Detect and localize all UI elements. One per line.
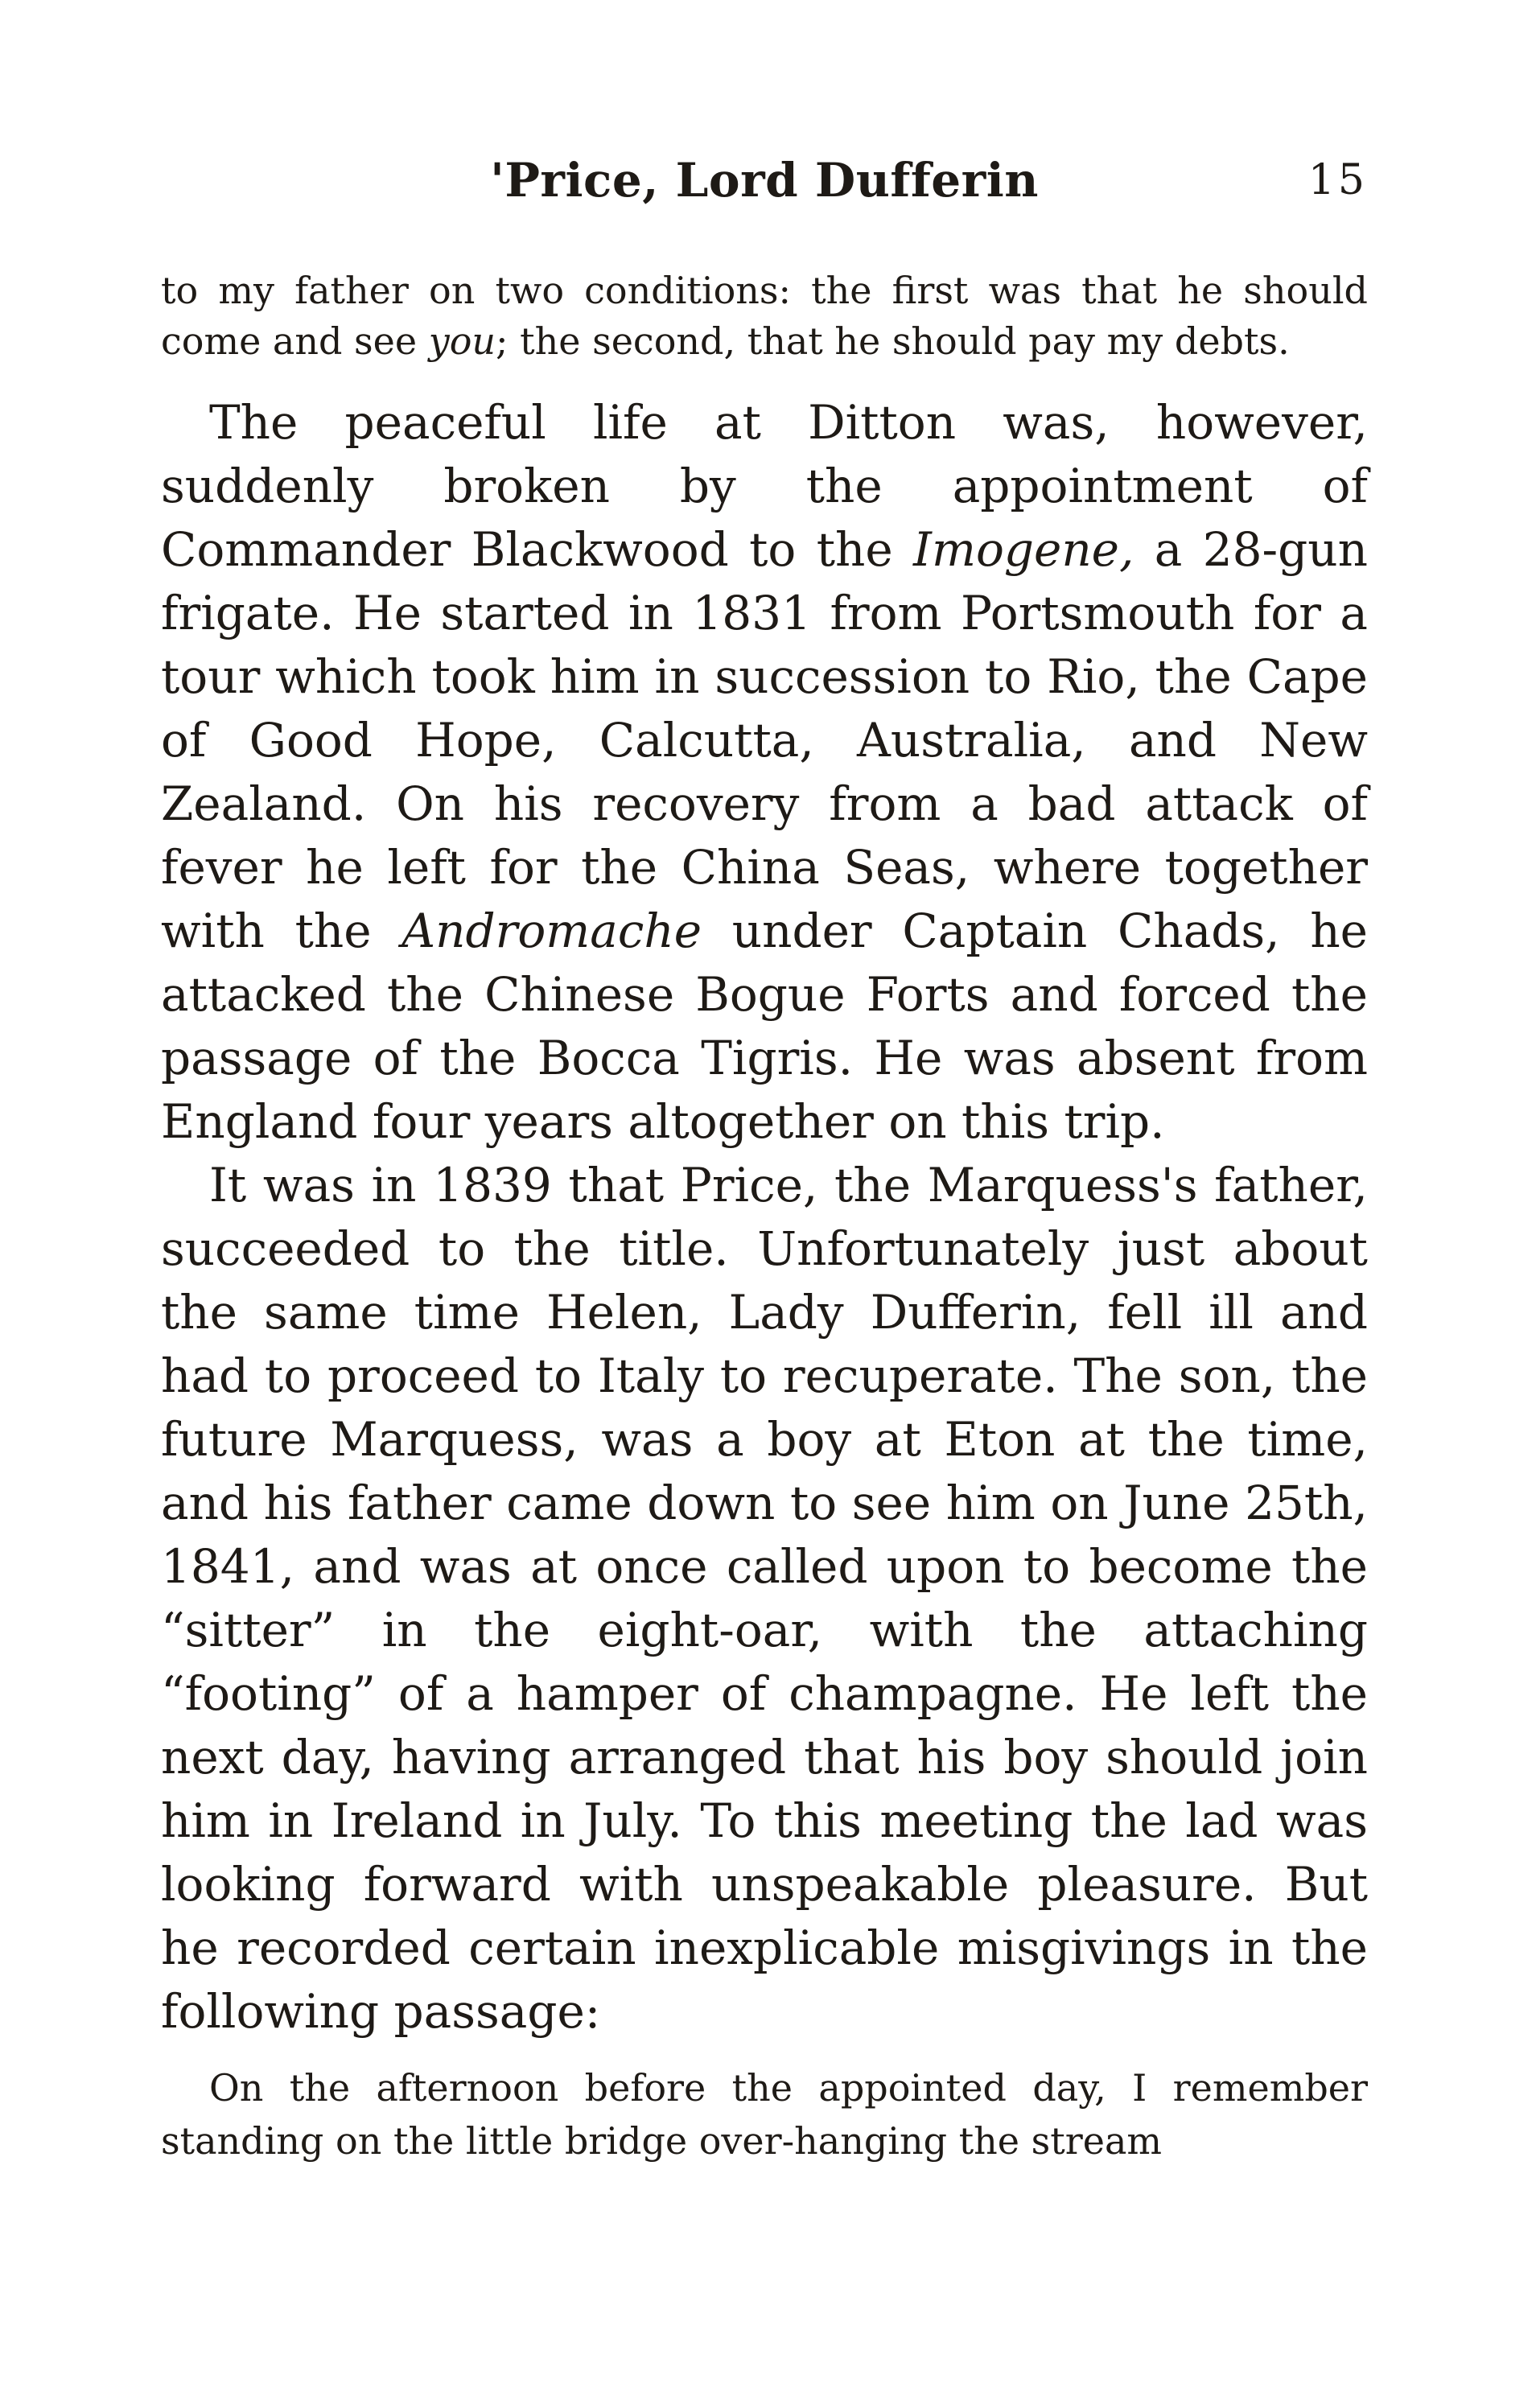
italic-word: you: [428, 319, 496, 363]
paragraph-succession: It was in 1839 that Price, the Marquess's father, succeeded to the title. Unfortunately just about the same time Helen, Lady Dufferin, fell ill and had to proceed to Italy to recuperate. The son, the future Marquess, was a boy at Eton at the time, and his father came down to see him on June 25th, 1841, and was at once called upon to become the “sitter” in the eight-oar, with the attaching “footing” of a hamper of champagne. He left the next day, having arranged that his boy should join him in Ireland in July. To this meeting the lad was looking forward with unspeakable pleasure. But he recorded certain inexplicable misgivings in the following passage:: [161, 1158, 1368, 2039]
text-run: under Captain Chads, he attacked the Chinese Bogue Forts and forced the passage of the Bocca Tigris. He was absent from England four years altogether on this trip.: [161, 904, 1368, 1149]
italic-ship-name: Andromache: [401, 904, 702, 958]
text-run: ; the second, that he should pay my debts.: [496, 319, 1290, 363]
paragraph-imogene-voyage: [161, 391, 1368, 1154]
running-title: 'Price, Lord Dufferin: [490, 153, 1039, 208]
page-header: [161, 153, 1368, 225]
text-run: The peaceful life at Ditton was, however, suddenly broken by the appointment of Commander Blackwood to the: [161, 395, 1368, 577]
page-number: 15: [1307, 156, 1368, 204]
quoted-passage: On the afternoon before the appointed day, I remember standing on the little bridge over-hanging the stream: [161, 2066, 1368, 2163]
text-run: a 28-gun frigate. He started in 1831 from Portsmouth for a tour which took him in succession to Rio, the Cape of Good Hope, Calcutta, Australia, and New Zealand. On his recovery from a bad attack of fever he left for the China Seas, where together with the: [161, 522, 1368, 958]
italic-ship-name: Imogene,: [913, 522, 1134, 577]
body-text: [161, 266, 1368, 2167]
paragraph-continued-quote: [161, 266, 1368, 367]
text-run: to my father on two conditions: the first was that he should come and see: [161, 269, 1368, 363]
